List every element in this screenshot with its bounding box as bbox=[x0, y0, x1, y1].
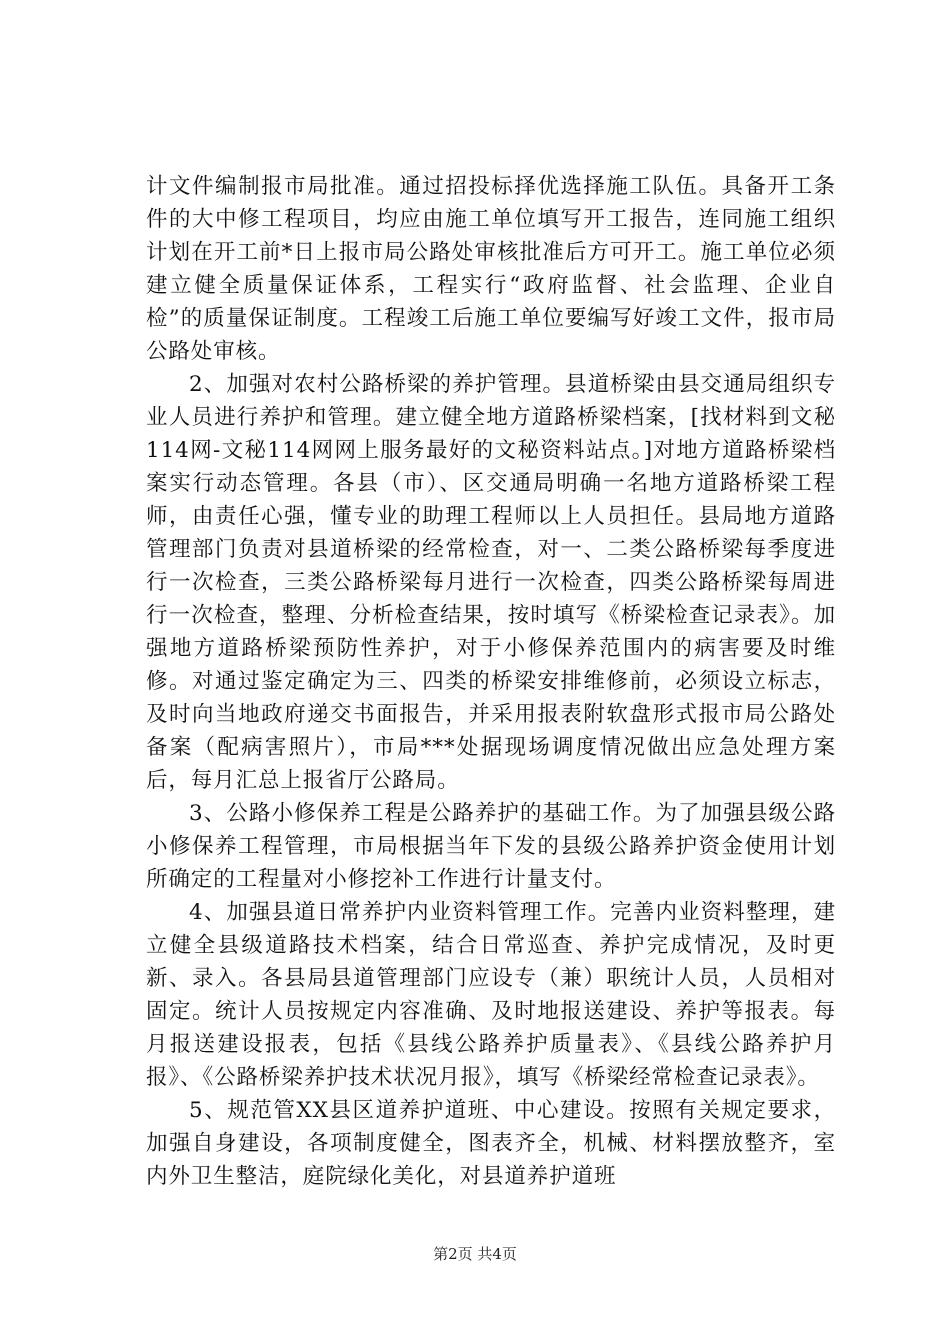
paragraph-maintenance-team: 5、规范管XX县区道养护道班、中心建设。按照有关规定要求，加强自身建设，各项制度健全，图表齐全，机械、材料摆放整齐，室内外卫生整洁，庭院绿化美化，对县道养护道班 bbox=[146, 1098, 836, 1189]
document-body bbox=[146, 170, 836, 1193]
paragraph-continuation: 计文件编制报市局批准。通过招投标择优选择施工队伍。具备开工条件的大中修工程项目，均应由施工单位填写开工报告，连同施工组织计划在开工前*日上报市局公路处审核批准后方可开工。施工单位必须建立健全质量保证体系，工程实行“政府监督、社会监理、企业自检”的质量保证制度。工程竣工后施工单位要编写好竣工文件，报市局公路处审核。 bbox=[146, 174, 836, 364]
paragraph-minor-repair: 3、公路小修保养工程是公路养护的基础工作。为了加强县级公路小修保养工程管理，市局根据当年下发的县级公路养护资金使用计划所确定的工程量对小修挖补工作进行计量支付。 bbox=[146, 801, 836, 892]
paragraph-bridge-maintenance: 2、加强对农村公路桥梁的养护管理。县道桥梁由县交通局组织专业人员进行养护和管理。建立健全地方道路桥梁档案，[找材料到文秘114网-文秘114网网上服务最好的文秘资料站点。]对地方道路桥梁档案实行动态管理。各县（市）、区交通局明确一名地方道路桥梁工程师，由责任心强，懂专业的助理工程师以上人员担任。县局地方道路管理部门负责对县道桥梁的经常检查，对一、二类公路桥梁每季度进行一次检查，三类公路桥梁每月进行一次检查，四类公路桥梁每周进行一次检查，整理、分析检查结果，按时填写《桥梁检查记录表》。加强地方道路桥梁预防性养护，对于小修保养范围内的病害要及时维修。对通过鉴定确定为三、四类的桥梁安排维修前，必须设立标志，及时向当地政府递交书面报告，并采用报表附软盘形式报市局公路处备案（配病害照片），市局***处据现场调度情况做出应急处理方案后，每月汇总上报省厅公路局。 bbox=[146, 372, 836, 793]
paragraph-records-management: 4、加强县道日常养护内业资料管理工作。完善内业资料整理，建立健全县级道路技术档案，结合日常巡查、养护完成情况，及时更新、录入。各县局县道管理部门应设专（兼）职统计人员，人员相对固定。统计人员按规定内容准确、及时地报送建设、养护等报表。每月报送建设报表，包括《县线公路养护质量表》、《县线公路养护月报》、《公路桥梁养护技术状况月报》，填写《桥梁经常检查记录表》。 bbox=[146, 900, 836, 1090]
page-number-footer: 第2页 共4页 bbox=[433, 1245, 517, 1263]
